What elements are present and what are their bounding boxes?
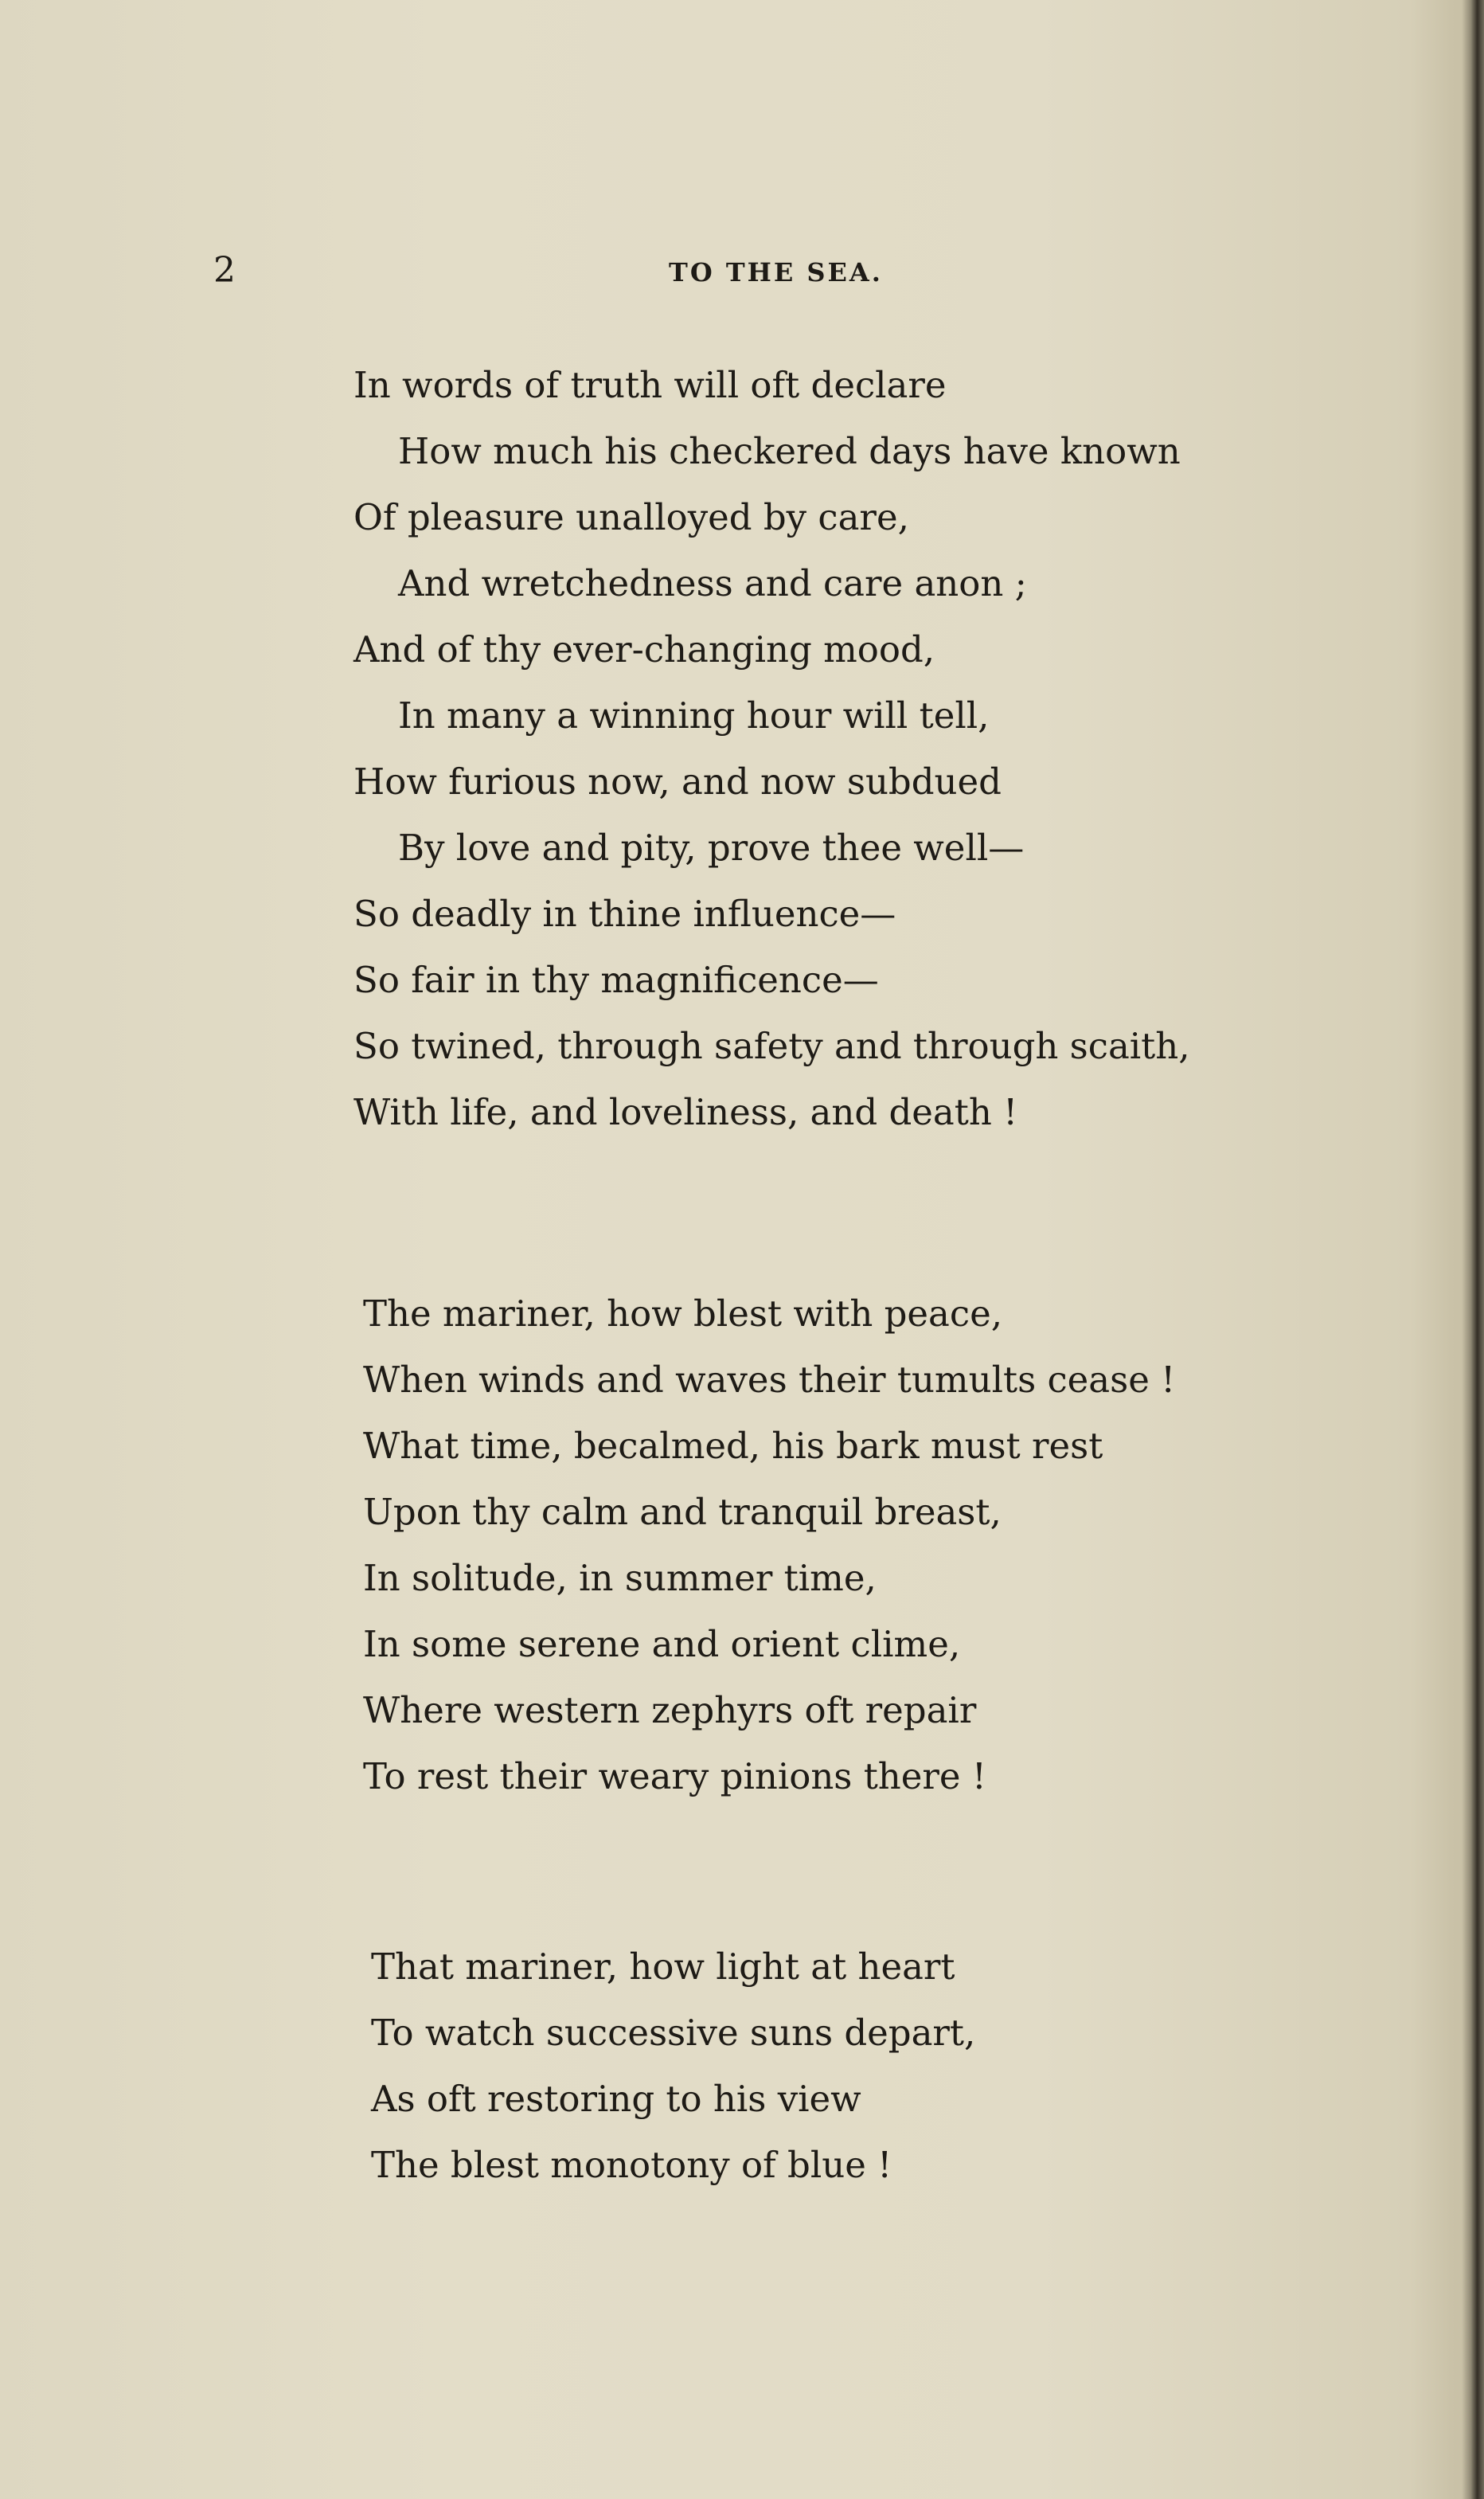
poem-line: By love and pity, prove thee well— (398, 827, 1025, 869)
page-binding-edge (1462, 0, 1484, 2499)
poem-line: When winds and waves their tumults cease ! (363, 1359, 1176, 1401)
running-title: TO THE SEA. (669, 257, 883, 287)
poem-line: In solitude, in summer time, (363, 1557, 877, 1599)
poem-line: How furious now, and now subdued (353, 761, 1002, 803)
poem-stanza-1 (353, 352, 1190, 1145)
poem-line: In many a winning hour will tell, (398, 694, 990, 737)
poem-line: That mariner, how light at heart (371, 1946, 955, 1988)
poem-line: With life, and loveliness, and death ! (353, 1091, 1018, 1133)
poem-line: And of thy ever-changing mood, (353, 628, 935, 671)
poem-line: So twined, through safety and through scaith, (353, 1025, 1190, 1067)
page-number: 2 (213, 250, 236, 291)
poem-line: How much his checkered days have known (398, 430, 1181, 472)
poem-line: Where western zephyrs oft repair (363, 1689, 977, 1731)
poem-stanza-2 (363, 1281, 1175, 1809)
poem-line: So fair in thy magnificence— (353, 959, 879, 1001)
poem-line: To watch successive suns depart, (371, 2012, 976, 2054)
poem-line: Of pleasure unalloyed by care, (353, 496, 909, 538)
poem-line: So deadly in thine influence— (353, 893, 896, 935)
poem-stanza-3 (371, 1934, 975, 2198)
poem-line: In words of truth will oft declare (353, 364, 947, 406)
poem-line: In some serene and orient clime, (363, 1623, 961, 1665)
poem-line: To rest their weary pinions there ! (363, 1755, 986, 1797)
poem-line: The blest monotony of blue ! (371, 2144, 892, 2186)
poem-line: Upon thy calm and tranquil breast, (363, 1491, 1002, 1533)
poem-line: And wretchedness and care anon ; (398, 562, 1027, 604)
poem-line: The mariner, how blest with peace, (363, 1293, 1003, 1335)
poem-line: What time, becalmed, his bark must rest (363, 1425, 1103, 1467)
poem-line: As oft restoring to his view (371, 2078, 861, 2120)
